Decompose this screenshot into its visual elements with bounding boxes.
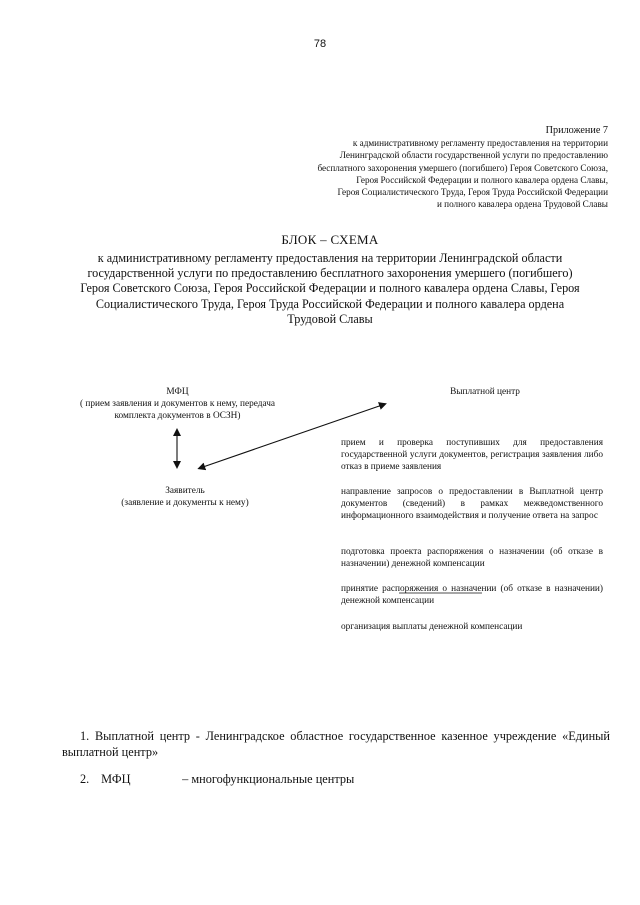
footnote-payment-center [62, 728, 610, 760]
applicant-title: Заявитель [165, 486, 205, 496]
mfc-title: МФЦ [166, 387, 189, 397]
appendix-line: к административному регламенту предоставления на территории [352, 138, 608, 149]
applicant-description: (заявление и документы к нему) [121, 498, 249, 508]
appendix-title: Приложение 7 [545, 125, 608, 136]
mfc-description: комплекта документов в ОСЗН) [114, 411, 241, 421]
footnote-mfc [80, 771, 480, 787]
applicant-payment-center-arrow [203, 404, 385, 467]
appendix-line: Героя Социалистического Труда, Героя Труда Российской Федерации [337, 187, 608, 198]
subtitle-line: Трудовой Славы [287, 311, 373, 326]
subtitle-line: государственной услуги по предоставлению бесплатного захоронения умершего (погибшего) [87, 266, 573, 281]
subtitle-line: к административному регламенту предоставления на территории Ленинградской области [97, 251, 563, 265]
footnote-definition: Ленинградское областное государственное казенное учреждение «Единый выплатной центр» [62, 729, 610, 759]
process-step: принятие распоряжения о назначении (об отказе в назначении) денежной компенсации [341, 584, 603, 606]
page-number: 78 [313, 38, 327, 50]
payment-center-node: Выплатной центр [450, 387, 520, 397]
appendix-line: бесплатного захоронения умершего (погибшего) Героя Советского Союза, [317, 162, 608, 173]
process-step: организация выплаты денежной компенсации [341, 622, 523, 632]
appendix-line: Ленинградской области государственной услуги по предоставлению [339, 150, 608, 161]
process-step: подготовка проекта распоряжения о назначении (об отказе в назначении) денежной компенсации [341, 547, 603, 569]
footnote-number: 2. [80, 772, 90, 786]
block-scheme-title: БЛОК – СХЕМА [281, 232, 379, 247]
process-step: направление запросов о предоставлении в Выплатной центр документов (сведений) в рамках межведомственного информационного взаимодействия и получение ответа на запрос [341, 487, 603, 521]
footnote-definition: – многофункциональные центры [182, 772, 355, 786]
footnote-text [62, 728, 610, 760]
subtitle-line: Социалистического Труда, Героя Труда Российской Федерации и полного кавалера ордена [95, 296, 565, 311]
footnote-term: МФЦ [101, 772, 131, 786]
subtitle-line: Героя Советского Союза, Героя Российской Федерации и полного кавалера ордена Славы, Героя [80, 281, 580, 296]
appendix-line: Героя Российской Федерации и полного кавалера ордена Славы, [356, 174, 608, 185]
process-step: прием и проверка поступивших для предоставления государственной услуги документов, регистрация заявления либо отказ в приеме заявления [341, 438, 603, 472]
footnote-number: 1. [80, 729, 90, 743]
appendix-line: и полного кавалера ордена Трудовой Славы [436, 199, 608, 210]
mfc-description: ( прием заявления и документов к нему, передача [79, 399, 276, 409]
footnote-term: Выплатной центр - [94, 729, 200, 743]
